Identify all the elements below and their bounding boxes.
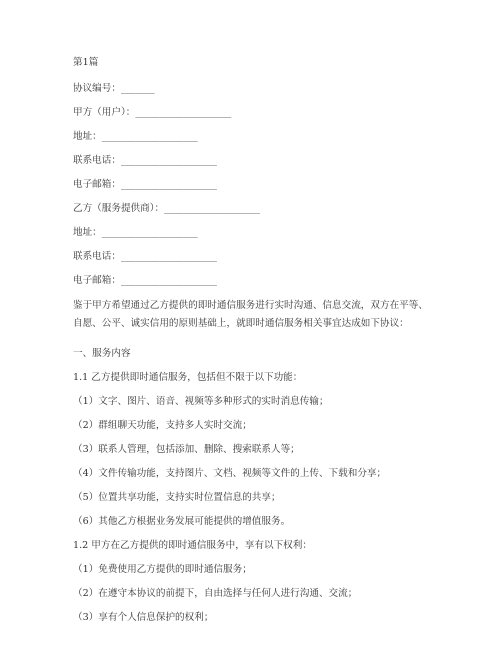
party-b-address-field: 地址：____________________ bbox=[73, 227, 198, 238]
party-a-address-field: 地址：____________________ bbox=[73, 131, 198, 142]
party-b-phone-field: 联系电话：____________________ bbox=[73, 251, 217, 262]
document-heading: 第1篇 bbox=[73, 57, 99, 68]
agreement-number-field: 协议编号：_______ bbox=[73, 83, 155, 94]
section-title-service-content: 一、服务内容 bbox=[73, 348, 131, 359]
party-a-email-field: 电子邮箱：____________________ bbox=[73, 179, 217, 190]
preamble-paragraph: 鉴于甲方希望通过乙方提供的即时通信服务进行实时沟通、信息交流，双方在平等、自愿、公平、诚实信用的原则基础上，就即时通信服务相关事宜达成如下协议： bbox=[73, 300, 428, 329]
clause-1-2-item: （2）在遵守本协议的前提下，自由选择与任何人进行沟通、交流； bbox=[73, 588, 358, 599]
clause-1-1-item: （3）联系人管理，包括添加、删除、搜索联系人等； bbox=[73, 444, 300, 455]
party-a-phone-field: 联系电话：____________________ bbox=[73, 155, 217, 166]
clause-1-2-item: （1）免费使用乙方提供的即时通信服务； bbox=[73, 564, 252, 575]
party-b-email-field: 电子邮箱：____________________ bbox=[73, 275, 217, 286]
party-a-field: 甲方（用户）：____________________ bbox=[73, 107, 232, 118]
party-b-field: 乙方（服务提供商）：____________________ bbox=[73, 203, 261, 214]
clause-1-1-item: （5）位置共享功能，支持实时位置信息的共享； bbox=[73, 492, 281, 503]
clause-1-1-item: （4）文件传输功能，支持图片、文档、视频等文件的上传、下载和分享； bbox=[73, 468, 387, 479]
clause-1-1-item: （6）其他乙方根据业务发展可能提供的增值服务。 bbox=[73, 516, 291, 527]
clause-1-1-item: （1）文字、图片、语音、视频等多种形式的实时消息传输； bbox=[73, 396, 329, 407]
clause-1-1: 1.1 乙方提供即时通信服务，包括但不限于以下功能： bbox=[73, 372, 303, 383]
clause-1-2-item: （3）享有个人信息保护的权利； bbox=[73, 612, 214, 623]
clause-1-1-item: （2）群组聊天功能，支持多人实时交流； bbox=[73, 420, 252, 431]
clause-1-2: 1.2 甲方在乙方提供的即时通信服务中，享有以下权利： bbox=[73, 540, 312, 551]
